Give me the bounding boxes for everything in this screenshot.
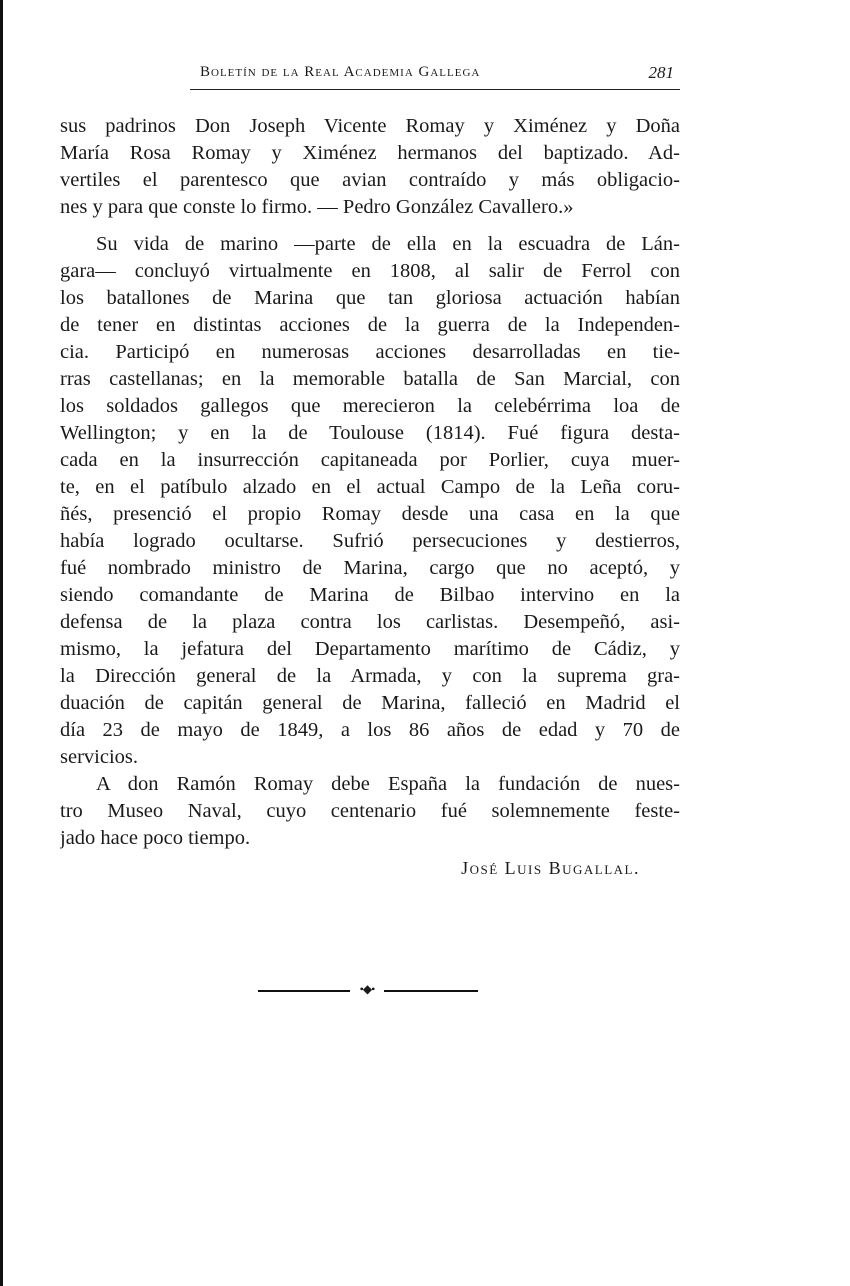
ornament-center-glyph: •◆•	[359, 982, 375, 996]
text-line: los batallones de Marina que tan gloriosa actuación habían	[60, 287, 680, 309]
text-line: nes y para que conste lo firmo. — Pedro González Cavallero.»	[60, 196, 574, 218]
text-line: cada en la insurrección capitaneada por Porlier, cuya muer-	[60, 449, 680, 471]
ornament-rule-right	[384, 990, 478, 992]
text-line: defensa de la plaza contra los carlistas. Desempeñó, asi-	[60, 611, 680, 633]
page-number: 281	[648, 63, 674, 82]
text-line: vertiles el parentesco que avian contraído y más obligacio-	[60, 169, 680, 191]
body-text	[60, 113, 680, 852]
paragraph-3	[60, 771, 680, 852]
ornament-rule-left	[258, 990, 350, 992]
text-line: sus padrinos Don Joseph Vicente Romay y Ximénez y Doña	[60, 115, 680, 137]
running-head	[60, 56, 680, 90]
text-line: servicios.	[60, 746, 138, 768]
text-line: Su vida de marino —parte de ella en la escuadra de Lán-	[96, 233, 680, 255]
text-line: Wellington; y en la de Toulouse (1814). Fué figura desta-	[60, 422, 680, 444]
text-line: había logrado ocultarse. Sufrió persecuciones y destierros,	[60, 530, 680, 552]
text-line: María Rosa Romay y Ximénez hermanos del baptizado. Ad-	[60, 142, 680, 164]
text-line: A don Ramón Romay debe España la fundación de nues-	[96, 773, 680, 795]
header-rule	[190, 89, 680, 90]
paragraph-1	[60, 113, 680, 221]
text-line: jado hace poco tiempo.	[60, 827, 251, 849]
text-line: tro Museo Naval, cuyo centenario fué solemnemente feste-	[60, 800, 680, 822]
text-line: de tener en distintas acciones de la guerra de la Independen-	[60, 314, 680, 336]
text-line: día 23 de mayo de 1849, a los 86 años de edad y 70 de	[60, 719, 680, 741]
running-title: Boletín de la Real Academia Gallega	[200, 64, 481, 80]
page-left-edge	[0, 0, 3, 1286]
text-line: te, en el patíbulo alzado en el actual Campo de la Leña coru-	[60, 476, 680, 498]
text-line: rras castellanas; en la memorable batalla de San Marcial, con	[60, 368, 680, 390]
text-line: gara— concluyó virtualmente en 1808, al salir de Ferrol con	[60, 260, 680, 282]
author-signature: José Luis Bugallal.	[461, 858, 640, 878]
text-line: fué nombrado ministro de Marina, cargo que no aceptó, y	[60, 557, 680, 579]
text-line: la Dirección general de la Armada, y con la suprema gra-	[60, 665, 680, 687]
text-line: los soldados gallegos que merecieron la celebérrima loa de	[60, 395, 680, 417]
text-line: cia. Participó en numerosas acciones desarrolladas en tie-	[60, 341, 680, 363]
text-line: ñés, presenció el propio Romay desde una casa en la que	[60, 503, 680, 525]
text-line: duación de capitán general de Marina, falleció en Madrid el	[60, 692, 680, 714]
text-line: siendo comandante de Marina de Bilbao intervino en la	[60, 584, 680, 606]
paragraph-2	[60, 231, 680, 771]
closing-ornament	[258, 984, 478, 998]
text-line: mismo, la jefatura del Departamento marítimo de Cádiz, y	[60, 638, 680, 660]
